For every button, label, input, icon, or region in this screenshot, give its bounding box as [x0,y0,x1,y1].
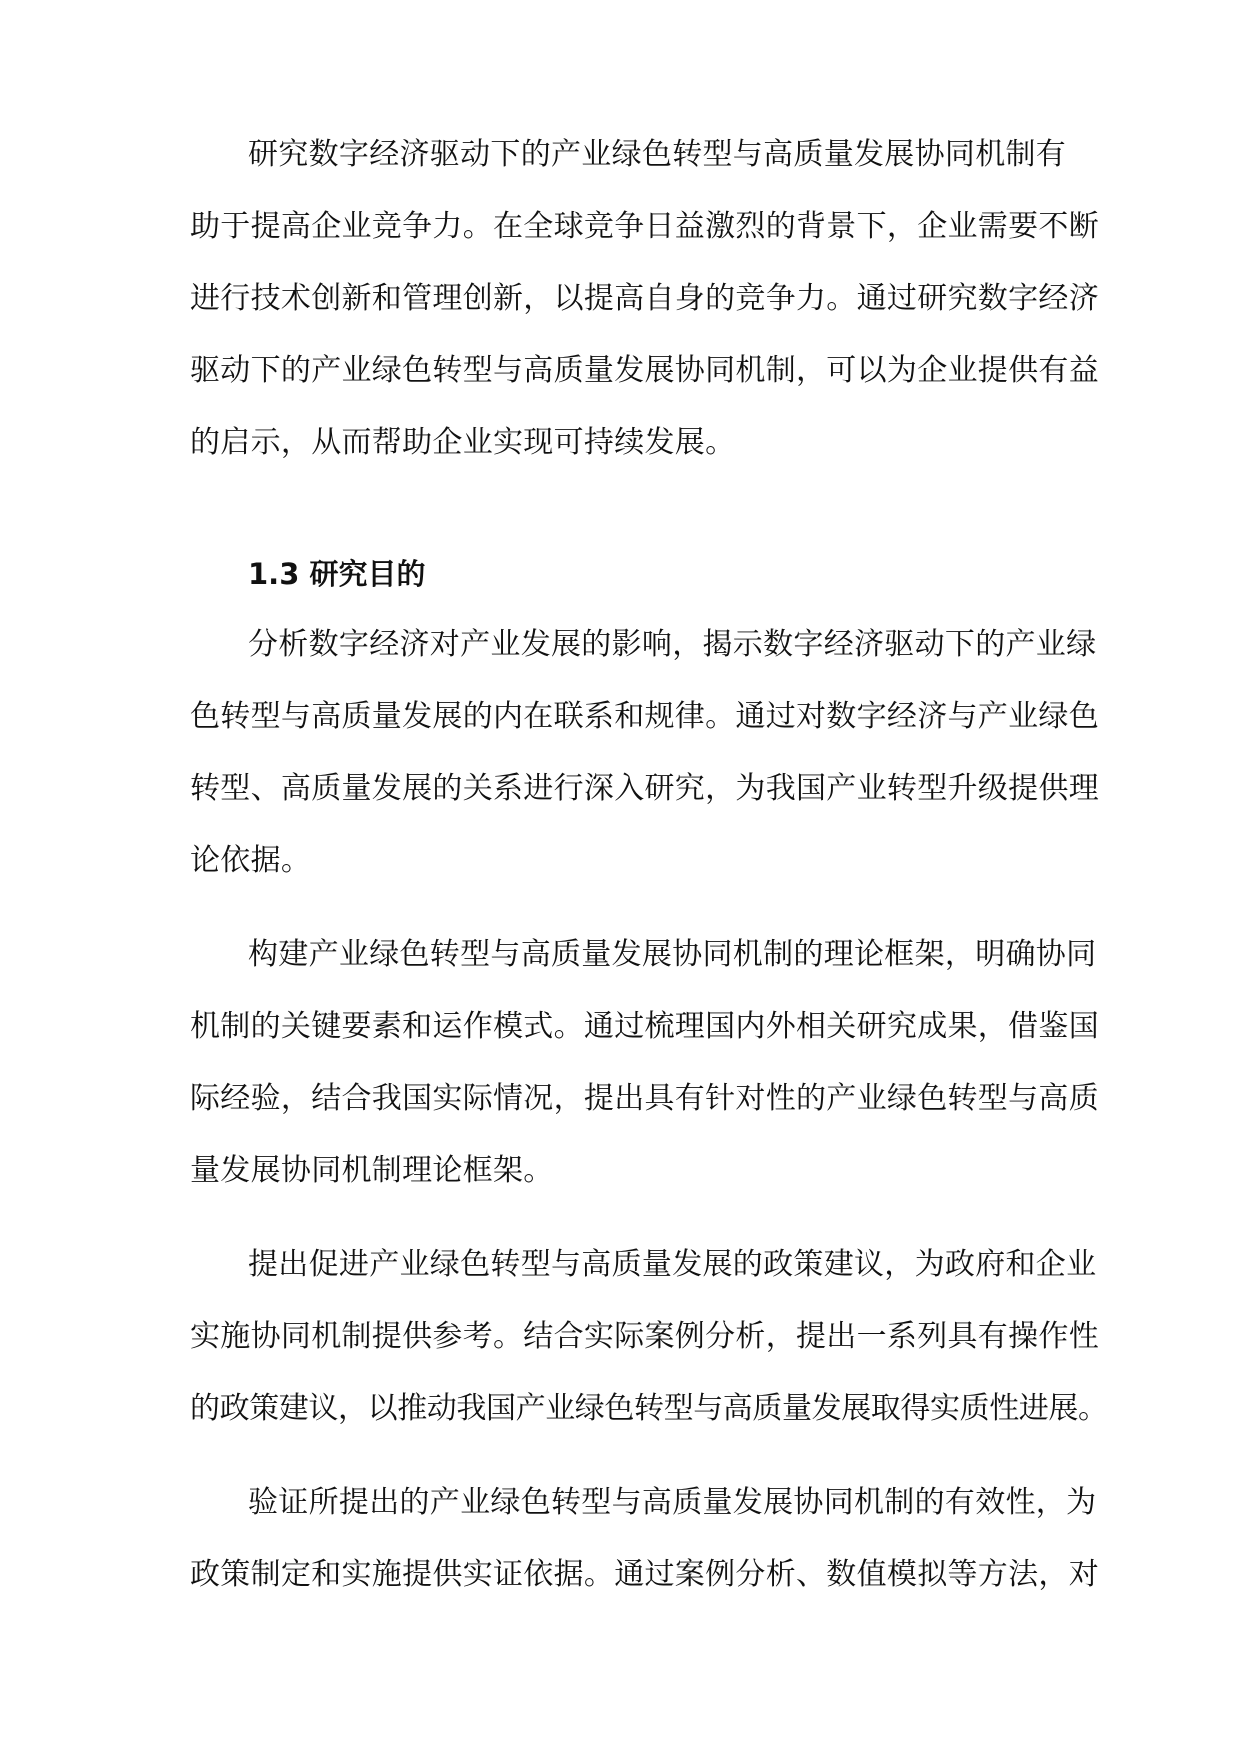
paragraph-line: 量发展协同机制理论框架。 [190,1153,554,1188]
paragraph-line: 驱动下的产业绿色转型与高质量发展协同机制，可以为企业提供有益 [190,353,1099,388]
paragraph-line: 的政策建议，以推动我国产业绿色转型与高质量发展取得实质性进展。 [190,1391,1108,1426]
paragraph-line: 的启示，从而帮助企业实现可持续发展。 [190,425,736,460]
paragraph-line: 论依据。 [190,843,312,878]
paragraph-line: 研究数字经济驱动下的产业绿色转型与高质量发展协同机制有 [248,137,1067,172]
paragraph-line: 进行技术创新和管理创新，以提高自身的竞争力。通过研究数字经济 [190,281,1099,316]
paragraph-line: 政策制定和实施提供实证依据。通过案例分析、数值模拟等方法，对 [190,1557,1099,1592]
paragraph-line: 色转型与高质量发展的内在联系和规律。通过对数字经济与产业绿色 [190,699,1099,734]
paragraph-line: 实施协同机制提供参考。结合实际案例分析，提出一系列具有操作性 [190,1319,1099,1354]
paragraph-line: 转型、高质量发展的关系进行深入研究，为我国产业转型升级提供理 [190,771,1099,806]
paragraph-line: 助于提高企业竞争力。在全球竞争日益激烈的背景下，企业需要不断 [190,209,1099,244]
paragraph-line: 提出促进产业绿色转型与高质量发展的政策建议，为政府和企业 [248,1247,1097,1282]
paragraph-line: 分析数字经济对产业发展的影响，揭示数字经济驱动下的产业绿 [248,627,1097,662]
paragraph-line: 机制的关键要素和运作模式。通过梳理国内外相关研究成果，借鉴国 [190,1009,1099,1044]
paragraph-line: 构建产业绿色转型与高质量发展协同机制的理论框架，明确协同 [248,937,1097,972]
section-heading: 1.3 研究目的 [248,557,426,591]
paragraph-line: 验证所提出的产业绿色转型与高质量发展协同机制的有效性，为 [248,1485,1097,1520]
paragraph-line: 际经验，结合我国实际情况，提出具有针对性的产业绿色转型与高质 [190,1081,1099,1116]
